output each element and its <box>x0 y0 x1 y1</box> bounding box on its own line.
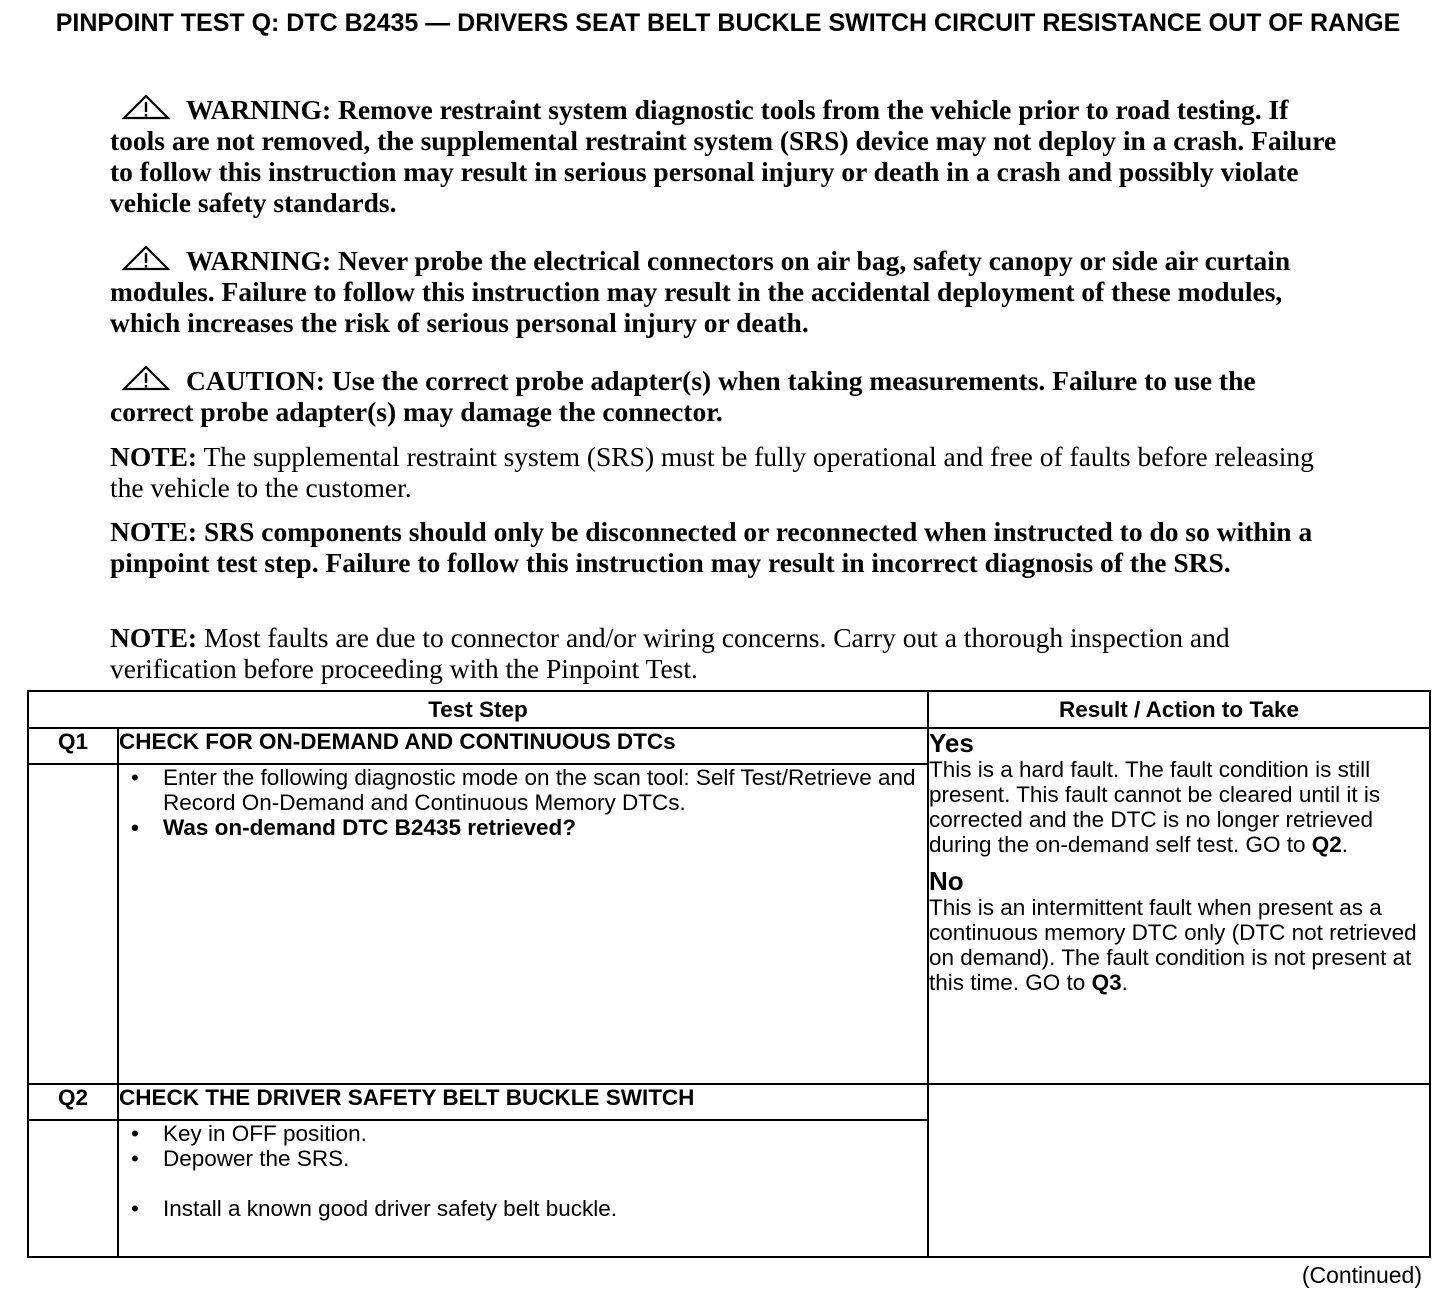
step-id: Q1 <box>28 728 118 764</box>
step-id-spacer <box>28 1120 118 1257</box>
list-item: • Was on-demand DTC B2435 retrieved? <box>119 815 927 840</box>
warning-triangle-icon <box>122 365 170 391</box>
step-bullet-list <box>119 765 927 840</box>
note-label: NOTE: <box>110 622 198 653</box>
step-result <box>928 728 1430 1084</box>
note-label: NOTE: <box>110 516 198 547</box>
caution-label: CAUTION: <box>186 365 326 396</box>
table-row <box>28 728 1430 764</box>
step-heading: CHECK THE DRIVER SAFETY BELT BUCKLE SWITCH <box>118 1084 928 1120</box>
note-label: NOTE: <box>110 441 198 472</box>
note-2 <box>110 516 1340 578</box>
warning-label: WARNING: <box>186 94 332 125</box>
step-content <box>118 1120 928 1257</box>
result-yes-text: This is a hard fault. The fault condition is still present. This fault cannot be cleared until it is corrected and the DTC is no longer retrieved during the on-demand self test. GO to Q2. <box>929 757 1381 857</box>
step-heading: CHECK FOR ON-DEMAND AND CONTINUOUS DTCs <box>118 728 928 764</box>
warning-text: Never probe the electrical connectors on air bag, safety canopy or side air curtain modules. Failure to follow this instruction may result in the accidental deployment of these modules, which increases the risk of serious personal injury or death. <box>110 245 1291 338</box>
goto-link[interactable]: Q3 <box>1091 970 1122 995</box>
column-header-result: Result / Action to Take <box>928 691 1430 728</box>
continued-label: (Continued) <box>1301 1262 1422 1288</box>
result-no-label: No <box>929 866 964 896</box>
note-text: SRS components should only be disconnected or reconnected when instructed to do so within a pinpoint test step. Failure to follow this instruction may result in incorrect diagnosis of the SRS. <box>110 516 1313 578</box>
note-1 <box>110 441 1340 503</box>
step-id-spacer <box>28 764 118 1084</box>
test-step-table <box>27 690 1431 1258</box>
result-no-text: This is an intermittent fault when present as a continuous memory DTC only (DTC not retrieved on demand). The fault condition is not present at this time. GO to Q3. <box>929 895 1417 995</box>
note-text: The supplemental restraint system (SRS) must be fully operational and free of faults before releasing the vehicle to the customer. <box>110 441 1314 503</box>
list-item: • Key in OFF position. <box>119 1121 927 1146</box>
warning-notice-2 <box>110 245 1340 338</box>
step-content <box>118 764 928 1084</box>
warning-triangle-icon <box>122 245 170 271</box>
caution-text: Use the correct probe adapter(s) when taking measurements. Failure to use the correct probe adapter(s) may damage the connector. <box>110 365 1256 427</box>
page-title: PINPOINT TEST Q: DTC B2435 — DRIVERS SEAT BELT BUCKLE SWITCH CIRCUIT RESISTANCE OUT OF RANGE <box>55 9 1401 37</box>
step-result <box>928 1084 1430 1257</box>
warning-notice-1 <box>110 94 1340 218</box>
table-header-row <box>28 691 1430 728</box>
result-yes-label: Yes <box>929 728 974 758</box>
list-item: • Enter the following diagnostic mode on the scan tool: Self Test/Retrieve and Record On-Demand and Continuous Memory DTCs. <box>119 765 927 815</box>
caution-notice <box>110 365 1340 427</box>
list-item: • Depower the SRS. <box>119 1146 927 1171</box>
column-header-test-step: Test Step <box>28 691 928 728</box>
note-3 <box>110 622 1340 684</box>
warning-label: WARNING: <box>186 245 332 276</box>
table-row <box>28 1084 1430 1120</box>
step-id: Q2 <box>28 1084 118 1120</box>
note-text: Most faults are due to connector and/or wiring concerns. Carry out a thorough inspection and verification before proceeding with the Pinpoint Test. <box>110 622 1230 684</box>
warning-text: Remove restraint system diagnostic tools from the vehicle prior to road testing. If tools are not removed, the supplemental restraint system (SRS) device may not deploy in a crash. Failure to follow this instruction may result in serious personal injury or death in a crash and possibly violate vehicle safety standards. <box>110 94 1337 218</box>
warning-triangle-icon <box>122 94 170 120</box>
step-bullet-list <box>119 1121 927 1221</box>
list-item: • Install a known good driver safety belt buckle. <box>119 1196 927 1221</box>
goto-link[interactable]: Q2 <box>1311 832 1342 857</box>
